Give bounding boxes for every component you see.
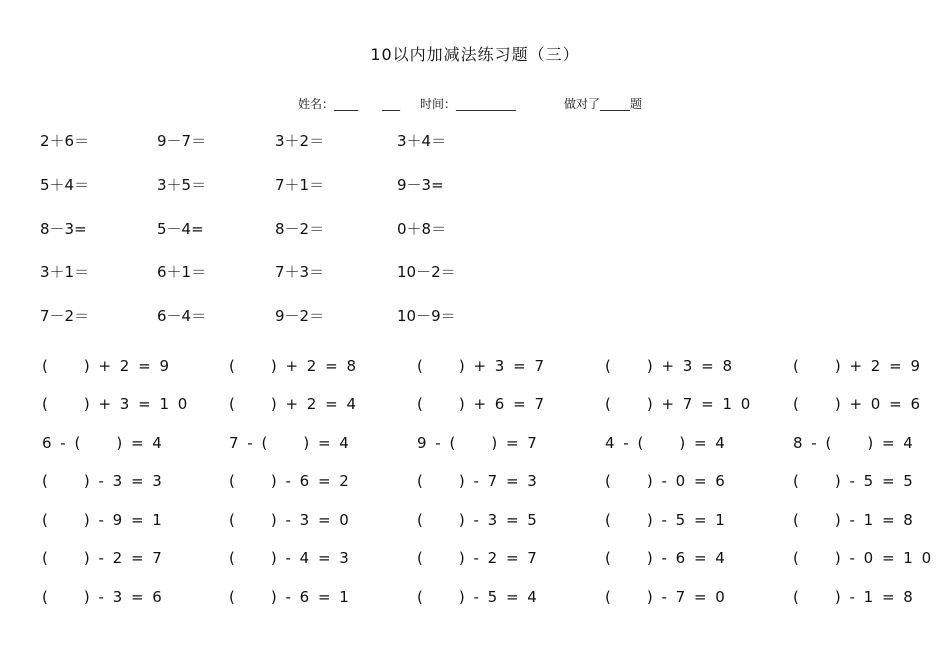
problem-part1-r1-c1: 2＋6＝ [40, 132, 90, 150]
problem-part2-r3-c1: 6 - ( ) = 4 [42, 434, 164, 452]
problem-part1-r1-c2: 9－7＝ [157, 132, 207, 150]
problem-part2-r6-c1: ( ) - 2 = 7 [42, 549, 164, 567]
problem-part2-r3-c4: 4 - ( ) = 4 [605, 434, 727, 452]
problem-part2-r6-c2: ( ) - 4 = 3 [229, 549, 351, 567]
problem-part2-r7-c3: ( ) - 5 = 4 [417, 588, 539, 606]
problem-part2-r2-c2: ( ) + 2 = 4 [229, 395, 359, 413]
problem-part2-r4-c1: ( ) - 3 = 3 [42, 472, 164, 490]
problem-part1-r4-c1: 3＋1＝ [40, 263, 90, 281]
problem-part2-r2-c4: ( ) + 7 = 1 0 [605, 395, 753, 413]
problem-part2-r4-c4: ( ) - 0 = 6 [605, 472, 727, 490]
problem-part2-r2-c3: ( ) + 6 = 7 [417, 395, 547, 413]
problem-part1-r4-c2: 6＋1＝ [157, 263, 207, 281]
problem-part2-r4-c5: ( ) - 5 = 5 [793, 472, 915, 490]
problem-part2-r2-c5: ( ) + 0 = 6 [793, 395, 923, 413]
problem-part1-r5-c2: 6－4＝ [157, 307, 207, 325]
problem-part1-r4-c4: 10－2＝ [397, 263, 456, 281]
problem-part1-r3-c2: 5－4= [157, 220, 204, 238]
problem-part2-r7-c1: ( ) - 3 = 6 [42, 588, 164, 606]
problem-part2-r7-c2: ( ) - 6 = 1 [229, 588, 351, 606]
problem-part1-r2-c4: 9－3= [397, 176, 444, 194]
problem-part1-r2-c1: 5＋4＝ [40, 176, 90, 194]
problem-part1-r2-c2: 3＋5＝ [157, 176, 207, 194]
problem-part2-r3-c3: 9 - ( ) = 7 [417, 434, 539, 452]
problem-part2-r1-c3: ( ) + 3 = 7 [417, 357, 547, 375]
problem-part2-r1-c2: ( ) + 2 = 8 [229, 357, 359, 375]
score-field-label: 做对了_____题 [564, 97, 643, 111]
problem-part1-r3-c3: 8－2＝ [275, 220, 325, 238]
problem-part2-r6-c3: ( ) - 2 = 7 [417, 549, 539, 567]
problem-part2-r1-c5: ( ) + 2 = 9 [793, 357, 923, 375]
problem-part2-r4-c3: ( ) - 7 = 3 [417, 472, 539, 490]
problem-part2-r7-c4: ( ) - 7 = 0 [605, 588, 727, 606]
problem-part1-r3-c4: 0＋8＝ [397, 220, 447, 238]
problem-part1-r5-c4: 10－9＝ [397, 307, 456, 325]
problem-part1-r4-c3: 7＋3＝ [275, 263, 325, 281]
problem-part1-r5-c3: 9－2＝ [275, 307, 325, 325]
problem-part2-r1-c4: ( ) + 3 = 8 [605, 357, 735, 375]
problem-part2-r5-c2: ( ) - 3 = 0 [229, 511, 351, 529]
problem-part2-r3-c2: 7 - ( ) = 4 [229, 434, 351, 452]
problem-part1-r3-c1: 8－3= [40, 220, 87, 238]
problem-part2-r6-c5: ( ) - 0 = 1 0 [793, 549, 934, 567]
problem-part2-r3-c5: 8 - ( ) = 4 [793, 434, 915, 452]
time-field-label: 时间：__________ [420, 97, 517, 111]
problem-part2-r5-c5: ( ) - 1 = 8 [793, 511, 915, 529]
page-title: 10以内加减法练习题（三） [370, 45, 580, 64]
problem-part2-r6-c4: ( ) - 6 = 4 [605, 549, 727, 567]
problem-part1-r1-c4: 3＋4＝ [397, 132, 447, 150]
problem-part2-r5-c4: ( ) - 5 = 1 [605, 511, 727, 529]
name-field-label: 姓名：____ ___ [298, 97, 401, 111]
problem-part2-r5-c1: ( ) - 9 = 1 [42, 511, 164, 529]
problem-part2-r2-c1: ( ) + 3 = 1 0 [42, 395, 190, 413]
problem-part1-r1-c3: 3＋2＝ [275, 132, 325, 150]
problem-part2-r4-c2: ( ) - 6 = 2 [229, 472, 351, 490]
problem-part1-r5-c1: 7－2＝ [40, 307, 90, 325]
problem-part2-r7-c5: ( ) - 1 = 8 [793, 588, 915, 606]
problem-part2-r5-c3: ( ) - 3 = 5 [417, 511, 539, 529]
problem-part1-r2-c3: 7＋1＝ [275, 176, 325, 194]
problem-part2-r1-c1: ( ) + 2 = 9 [42, 357, 172, 375]
